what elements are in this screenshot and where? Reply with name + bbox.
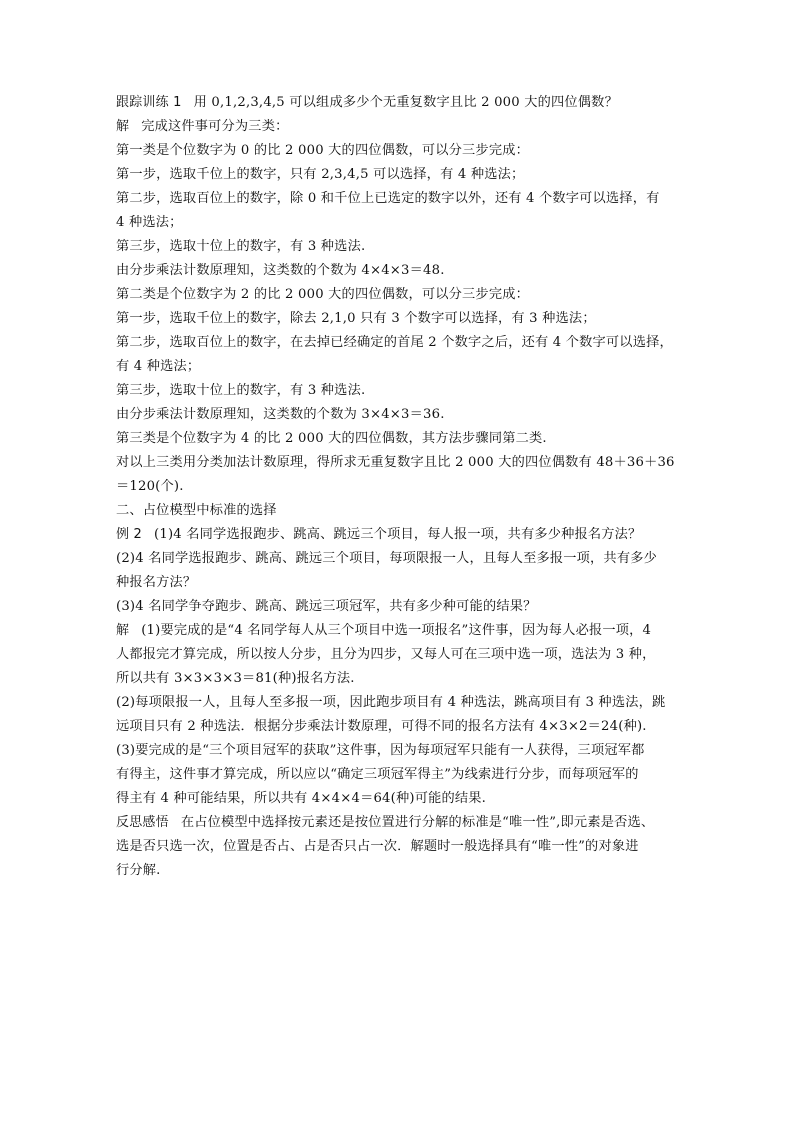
line-text: (3)要完成的是“三个项目冠军的获取”这件事，因为每项冠军只能有一人获得，三项冠军都 (116, 743, 645, 758)
line-text: 第二步，选取百位上的数字，除 0 和千位上已选定的数字以外，还有 4 个数字可以选择，有 (116, 191, 660, 206)
line-text: 有得主，这件事才算完成，所以应以“确定三项冠军得主”为线索进行分步，而每项冠军的 (116, 767, 639, 782)
line-text: 第二步，选取百位上的数字，在去掉已经确定的首尾 2 个数字之后，还有 4 个数字可以选择， (116, 335, 673, 350)
section-label: 反思感悟 (116, 815, 169, 830)
section-label: 解 (116, 119, 130, 134)
text-line (116, 835, 682, 859)
line-text: 远项目只有 2 种选法．根据分步乘法计数原理，可得不同的报名方法有 4×3×2＝24(种). (116, 719, 647, 734)
line-text: 种报名方法？ (116, 575, 197, 590)
text-line (116, 379, 682, 403)
text-line (116, 499, 682, 523)
text-line (116, 571, 682, 595)
text-line (116, 619, 682, 643)
text-line (116, 235, 682, 259)
text-line (116, 307, 682, 331)
section-label: 例 2 (116, 527, 143, 542)
line-text: 在占位模型中选择按元素还是按位置进行分解的标准是“唯一性”,即元素是否选、 (180, 815, 655, 830)
line-text: 选是否只选一次，位置是否占、占是否只占一次．解题时一般选择具有“唯一性”的对象进 (116, 839, 639, 854)
line-text: (1)4 名同学选报跑步、跳高、跳远三个项目，每人报一项，共有多少种报名方法？ (154, 527, 642, 542)
text-line (116, 187, 682, 211)
text-line (116, 523, 682, 547)
text-line (116, 427, 682, 451)
line-text: 第一步，选取千位上的数字，只有 2,3,4,5 可以选择，有 4 种选法； (116, 167, 525, 182)
line-text: 得主有 4 种可能结果，所以共有 4×4×4＝64(种)可能的结果. (116, 791, 487, 806)
text-line (116, 139, 682, 163)
text-line (116, 715, 682, 739)
line-text: 对以上三类用分类加法计数原理，得所求无重复数字且比 2 000 大的四位偶数有 48＋36＋36 (116, 455, 675, 470)
line-text: 由分步乘法计数原理知，这类数的个数为 4×4×3＝48. (116, 263, 445, 278)
line-text: 第一类是个位数字为 0 的比 2 000 大的四位偶数，可以分三步完成： (116, 143, 529, 158)
text-line (116, 331, 682, 355)
line-text: 由分步乘法计数原理知，这类数的个数为 3×4×3＝36. (116, 407, 445, 422)
line-text: 有 4 种选法； (116, 359, 201, 374)
line-text: (2)4 名同学选报跑步、跳高、跳远三个项目，每项限报一人，且每人至多报一项，共有多少 (116, 551, 657, 566)
text-line (116, 547, 682, 571)
text-line (116, 91, 682, 115)
text-line (116, 451, 682, 475)
text-line (116, 739, 682, 763)
line-text: ＝120(个). (116, 479, 184, 494)
line-text: (1)要完成的是“4 名同学每人从三个项目中选一项报名”这件事，因为每人必报一项，4 (141, 623, 652, 638)
text-line (116, 787, 682, 811)
line-text: 人都报完才算完成，所以按人分步，且分为四步，又每人可在三项中选一项，选法为 3 种， (116, 647, 656, 662)
text-line (116, 859, 682, 883)
line-text: 完成这件事可分为三类： (141, 119, 289, 134)
text-line (116, 475, 682, 499)
section-label: 跟踪训练 1 (116, 95, 182, 110)
text-line (116, 811, 682, 835)
text-line (116, 259, 682, 283)
text-line (116, 283, 682, 307)
line-text: (2)每项限报一人，且每人至多报一项，因此跑步项目有 4 种选法，跳高项目有 3 种选法，跳 (116, 695, 666, 710)
section-label: 解 (116, 623, 130, 638)
document-page (116, 91, 682, 883)
text-line (116, 163, 682, 187)
line-text: (3)4 名同学争夺跑步、跳高、跳远三项冠军，共有多少种可能的结果？ (116, 599, 537, 614)
text-line (116, 763, 682, 787)
text-line (116, 667, 682, 691)
text-line (116, 595, 682, 619)
text-line (116, 211, 682, 235)
text-line (116, 403, 682, 427)
line-text: 第三类是个位数字为 4 的比 2 000 大的四位偶数，其方法步骤同第二类. (116, 431, 547, 446)
line-text: 第三步，选取十位上的数字，有 3 种选法. (116, 383, 366, 398)
line-text: 4 种选法； (116, 215, 183, 230)
line-text: 所以共有 3×3×3×3＝81(种)报名方法. (116, 671, 355, 686)
line-text: 第三步，选取十位上的数字，有 3 种选法. (116, 239, 366, 254)
line-text: 二、占位模型中标准的选择 (116, 503, 277, 518)
line-text: 用 0,1,2,3,4,5 可以组成多少个无重复数字且比 2 000 大的四位偶数？ (193, 95, 618, 110)
text-line (116, 691, 682, 715)
text-line (116, 643, 682, 667)
line-text: 第二类是个位数字为 2 的比 2 000 大的四位偶数，可以分三步完成： (116, 287, 529, 302)
text-line (116, 115, 682, 139)
line-text: 第一步，选取千位上的数字，除去 2,1,0 只有 3 个数字可以选择，有 3 种选法； (116, 311, 596, 326)
line-text: 行分解. (116, 863, 161, 878)
text-line (116, 355, 682, 379)
